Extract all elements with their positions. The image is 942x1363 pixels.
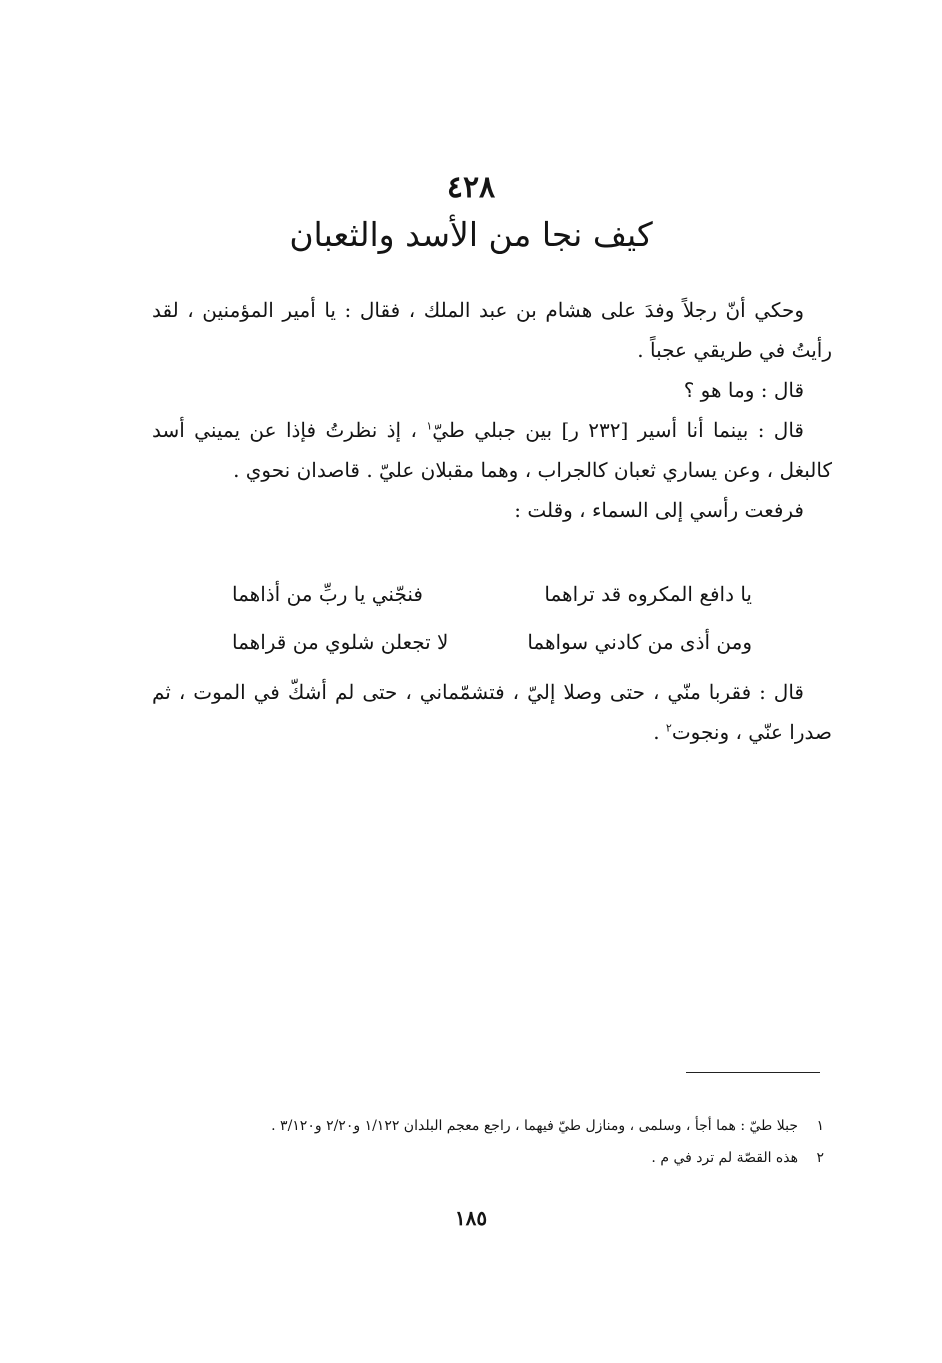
story-number: ٤٢٨ — [446, 170, 496, 205]
paragraph-closing — [152, 672, 832, 752]
paragraph-intro: وحكي أنّ رجلاً وفدَ على هشام بن عبد الملك ، فقال : يا أمير المؤمنين ، لقد رأيتُ في طريقي عجباً . — [152, 298, 832, 362]
paragraph-question: قال : وما هو ؟ — [683, 378, 804, 402]
verse-second-hemistich: فنجّني يا ربِّ من أذاهما — [232, 582, 423, 606]
verse-line — [232, 570, 752, 618]
footnote-number: ١ — [816, 1118, 824, 1134]
verse-first-hemistich: يا دافع المكروه قد تراهما — [544, 582, 752, 606]
footnote-item — [144, 1110, 824, 1142]
story-body — [152, 290, 832, 530]
footnote-text: جبلا طيّ : هما أجأ ، وسلمى ، ومنازل طيّ فيهما ، راجع معجم البلدان ١/١٢٢ و٢/٢٠ و٣/١٢٠ . — [271, 1118, 798, 1134]
footnotes — [144, 1110, 824, 1174]
footnote-marker-2: ٢ — [665, 721, 672, 735]
footnote-divider — [686, 1072, 820, 1073]
story-closing — [152, 672, 832, 752]
narration-rest: ، إذ نظرتُ فإذا عن يميني أسد كالبغل ، وعن يساري ثعبان كالجراب ، وهما مقبلان عليّ . قاصدان نحوي . — [152, 418, 832, 482]
verse-first-hemistich: ومن أذى من كادني سواهما — [527, 630, 752, 654]
closing-period: . — [653, 720, 660, 744]
verse-second-hemistich: لا تجعلن شلوي من قراهما — [232, 630, 449, 654]
footnote-text: هذه القصّة لم ترد في م . — [651, 1150, 798, 1166]
story-title: كيف نجا من الأسد والثعبان — [289, 215, 653, 254]
narration-start: قال : بينما أنا أسير [٢٣٢ ر] بين جبلي طيّ — [432, 418, 804, 442]
page-number: ١٨٥ — [454, 1206, 488, 1230]
footnote-marker-1: ١ — [426, 419, 433, 433]
paragraph-narration — [152, 410, 832, 490]
footnote-number: ٢ — [816, 1150, 824, 1166]
poem-verses — [232, 570, 752, 666]
footnote-item — [144, 1142, 824, 1174]
paragraph-prayer-intro: فرفعت رأسي إلى السماء ، وقلت : — [514, 498, 804, 522]
closing-text: قال : فقربا منّي ، حتى وصلا إليّ ، فتشمّماني ، حتى لم أشكّ في الموت ، ثم صدرا عنّي ، ونجوت — [152, 680, 832, 744]
verse-line — [232, 618, 752, 666]
